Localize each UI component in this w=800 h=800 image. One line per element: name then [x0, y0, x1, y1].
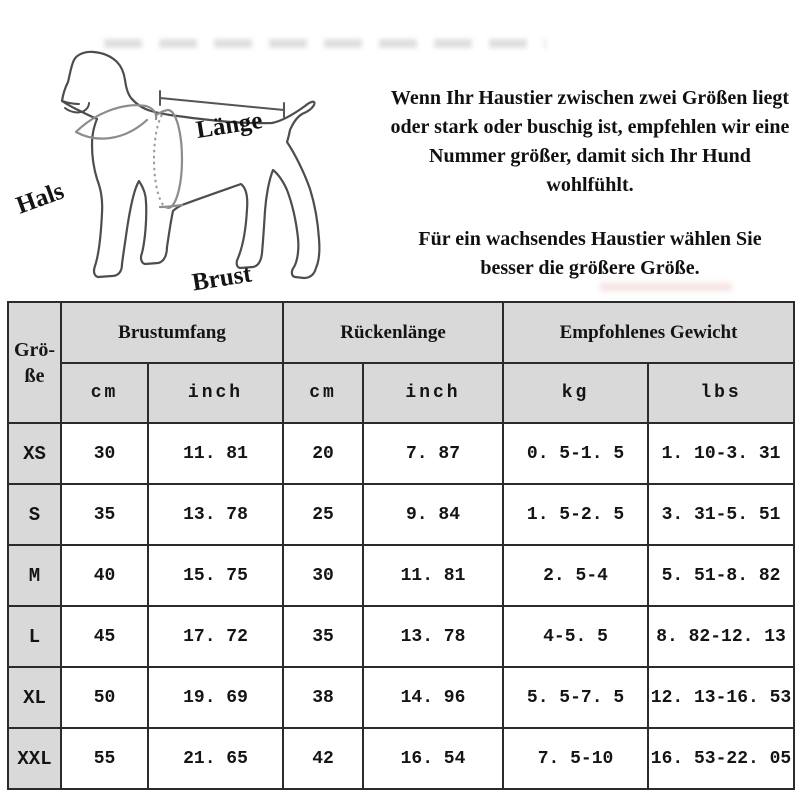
advice-line: Für ein wachsendes Haustier wählen Sie: [418, 228, 762, 250]
dog-outline-illustration: [10, 48, 350, 298]
advice-line: Wenn Ihr Haustier zwischen zwei Größen liegt: [390, 87, 790, 109]
value-cell: 50: [61, 667, 148, 728]
size-header-line1: Grö-: [13, 338, 56, 361]
value-cell: 17. 72: [148, 606, 283, 667]
table-row: [8, 423, 794, 484]
value-cell: 3. 31-5. 51: [648, 484, 794, 545]
table-row: [8, 606, 794, 667]
advice-line: wohlfühlt.: [546, 174, 634, 196]
value-cell: 55: [61, 728, 148, 789]
value-cell: 16. 54: [363, 728, 503, 789]
unit-header-lbs: lbs: [648, 363, 794, 423]
size-chart-table: [7, 301, 795, 790]
unit-header-back-cm: cm: [283, 363, 363, 423]
size-label: XXL: [8, 728, 61, 789]
chest-girth-dotted: [154, 110, 168, 208]
value-cell: 14. 96: [363, 667, 503, 728]
value-cell: 0. 5-1. 5: [503, 423, 648, 484]
value-cell: 2. 5-4: [503, 545, 648, 606]
table-row: [8, 545, 794, 606]
size-label: XL: [8, 667, 61, 728]
table-row: [8, 667, 794, 728]
table-row: [8, 728, 794, 789]
value-cell: 5. 51-8. 82: [648, 545, 794, 606]
value-cell: 45: [61, 606, 148, 667]
advice-line: Nummer größer, damit sich Ihr Hund: [429, 145, 751, 167]
back-length-group-header: Rückenlänge: [283, 302, 503, 363]
size-label: S: [8, 484, 61, 545]
value-cell: 35: [283, 606, 363, 667]
blurred-watermark: [104, 39, 546, 48]
value-cell: 12. 13-16. 53: [648, 667, 794, 728]
value-cell: 19. 69: [148, 667, 283, 728]
value-cell: 35: [61, 484, 148, 545]
size-label: XS: [8, 423, 61, 484]
unit-header-back-inch: inch: [363, 363, 503, 423]
table-row: [8, 484, 794, 545]
unit-header-chest-cm: cm: [61, 363, 148, 423]
chest-girth-solid: [168, 110, 182, 208]
neck-label: Hals: [12, 177, 68, 220]
length-label: Länge: [194, 106, 265, 145]
value-cell: 42: [283, 728, 363, 789]
value-cell: 4-5. 5: [503, 606, 648, 667]
value-cell: 7. 5-10: [503, 728, 648, 789]
value-cell: 25: [283, 484, 363, 545]
value-cell: 1. 10-3. 31: [648, 423, 794, 484]
value-cell: 15. 75: [148, 545, 283, 606]
size-advice-text: [378, 84, 800, 283]
faint-smudge: [600, 283, 732, 291]
weight-group-header: Empfohlenes Gewicht: [503, 302, 794, 363]
value-cell: 8. 82-12. 13: [648, 606, 794, 667]
value-cell: 9. 84: [363, 484, 503, 545]
value-cell: 13. 78: [363, 606, 503, 667]
value-cell: 40: [61, 545, 148, 606]
size-label: M: [8, 545, 61, 606]
value-cell: 11. 81: [148, 423, 283, 484]
size-header-line2: ße: [24, 364, 45, 387]
chest-label: Brust: [190, 260, 254, 297]
value-cell: 20: [283, 423, 363, 484]
size-label: L: [8, 606, 61, 667]
value-cell: 13. 78: [148, 484, 283, 545]
size-column-header: [8, 302, 61, 423]
value-cell: 11. 81: [363, 545, 503, 606]
chest-group-header: Brustumfang: [61, 302, 283, 363]
value-cell: 30: [283, 545, 363, 606]
value-cell: 30: [61, 423, 148, 484]
value-cell: 7. 87: [363, 423, 503, 484]
unit-header-chest-inch: inch: [148, 363, 283, 423]
dog-mouth-lines: [62, 101, 89, 112]
value-cell: 21. 65: [148, 728, 283, 789]
value-cell: 38: [283, 667, 363, 728]
value-cell: 1. 5-2. 5: [503, 484, 648, 545]
unit-header-kg: kg: [503, 363, 648, 423]
dog-body-outline: [62, 52, 319, 278]
value-cell: 5. 5-7. 5: [503, 667, 648, 728]
advice-line: oder stark oder buschig ist, empfehlen wir eine: [390, 116, 790, 138]
value-cell: 16. 53-22. 05: [648, 728, 794, 789]
advice-line: besser die größere Größe.: [480, 257, 700, 279]
